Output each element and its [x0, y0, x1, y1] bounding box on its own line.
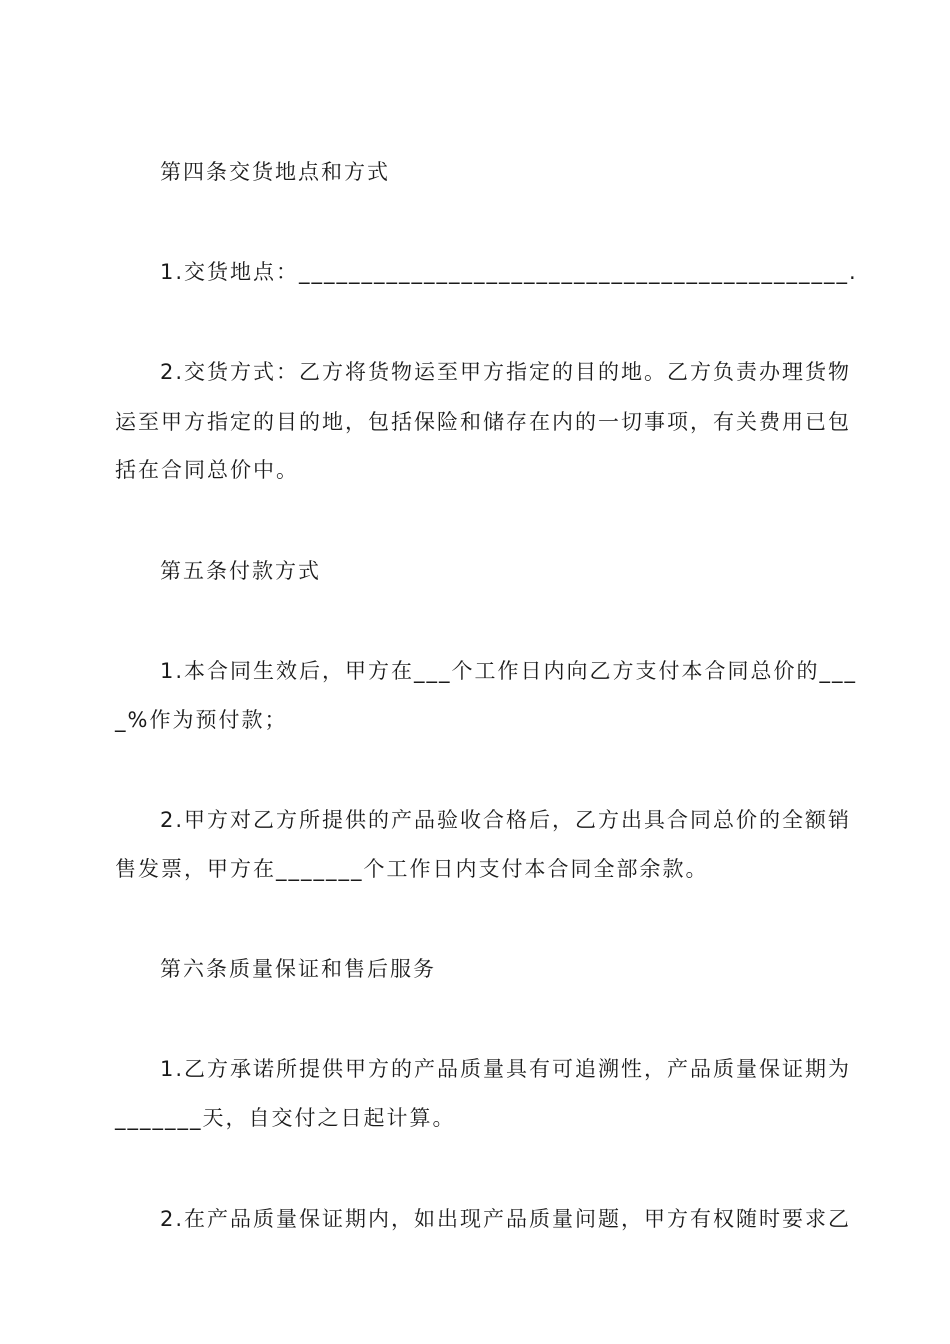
article-4-item-2-line-3: 括在合同总价中。 — [115, 458, 299, 482]
article-5-item-2-line-1: 2.甲方对乙方所提供的产品验收合格后，乙方出具合同总价的全额销 — [160, 808, 852, 832]
article-6-item-1-line-1: 1.乙方承诺所提供甲方的产品质量具有可追溯性，产品质量保证期为 — [160, 1057, 852, 1081]
article-4-item-2-line-2: 运至甲方指定的目的地，包括保险和储存在内的一切事项，有关费用已包 — [115, 410, 851, 434]
article-6-heading: 第六条质量保证和售后服务 — [160, 957, 436, 981]
article-5-item-2-line-2: 售发票，甲方在_______个工作日内支付本合同全部余款。 — [115, 857, 709, 881]
article-6-item-1-line-2: _______天，自交付之日起计算。 — [115, 1106, 456, 1130]
article-5-heading: 第五条付款方式 — [160, 559, 321, 583]
article-4-item-1: 1.交货地点：____________________________________________. — [160, 260, 858, 284]
article-5-item-1-line-2: _%作为预付款； — [115, 708, 288, 732]
article-4-item-2-line-1: 2.交货方式：乙方将货物运至甲方指定的目的地。乙方负责办理货物 — [160, 360, 852, 384]
article-4-heading: 第四条交货地点和方式 — [160, 160, 390, 184]
article-5-item-1-line-1: 1.本合同生效后，甲方在___个工作日内向乙方支付本合同总价的___ — [160, 659, 858, 683]
article-6-item-2-line-1: 2.在产品质量保证期内，如出现产品质量问题，甲方有权随时要求乙 — [160, 1207, 852, 1231]
